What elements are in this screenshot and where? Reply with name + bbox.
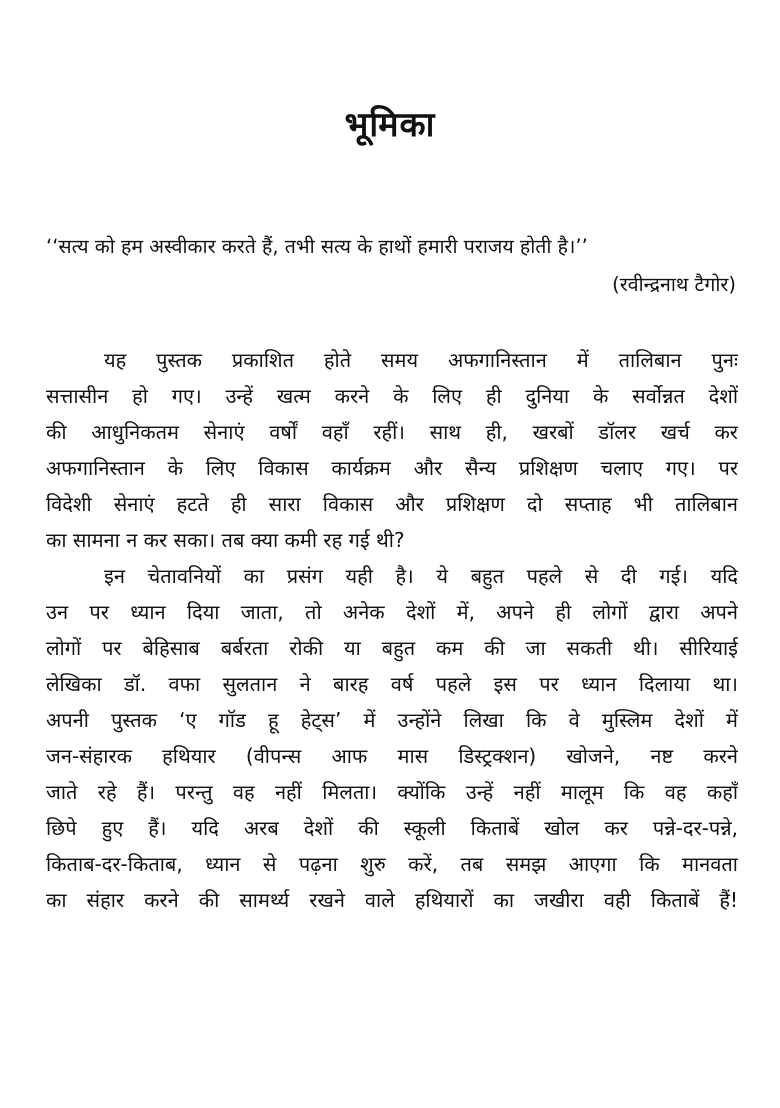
body-text [46, 342, 738, 918]
text-line: लोगों पर बेहिसाब बर्बरता रोकी या बहुत कम की जा सकती थी। सीरियाई [46, 636, 738, 660]
text-line: इन चेतावनियों का प्रसंग यही है। ये बहुत पहले से दी गई। यदि [104, 564, 738, 588]
epigraph-attribution: (रवीन्द्रनाथ टैगोर) [612, 273, 736, 296]
text-line: जन-संहारक हथियार (वीपन्स आफ मास डिस्ट्रक्शन) खोजने, नष्ट करने [46, 744, 738, 768]
page-title: भूमिका [344, 105, 436, 145]
text-line: का संहार करने की सामर्थ्य रखने वाले हथियारों का जखीरा वही किताबें हैं! [46, 888, 738, 912]
text-line: का सामना न कर सका। तब क्या कमी रह गई थी? [46, 528, 405, 552]
text-line: किताब-दर-किताब, ध्यान से पढ़ना शुरु करें, तब समझ आएगा कि मानवता [46, 852, 738, 876]
text-line: जाते रहे हैं। परन्तु वह नहीं मिलता। क्योंकि उन्हें नहीं मालूम कि वह कहाँ [46, 780, 738, 804]
epigraph-quote: ‘‘सत्य को हम अस्वीकार करते हैं, तभी सत्य के हाथों हमारी पराजय होती है।’’ [46, 235, 588, 258]
text-line: लेखिका डॉ. वफा सुलतान ने बारह वर्ष पहले इस पर ध्यान दिलाया था। [46, 672, 738, 696]
text-line: छिपे हुए हैं। यदि अरब देशों की स्कूली किताबें खोल कर पन्ने-दर-पन्ने, [46, 816, 738, 840]
text-line: अफगानिस्तान के लिए विकास कार्यक्रम और सैन्य प्रशिक्षण चलाए गए। पर [46, 456, 738, 480]
text-line: सत्तासीन हो गए। उन्हें खत्म करने के लिए ही दुनिया के सर्वोन्नत देशों [46, 384, 738, 408]
text-line: उन पर ध्यान दिया जाता, तो अनेक देशों में, अपने ही लोगों द्वारा अपने [46, 600, 738, 624]
text-line: की आधुनिकतम सेनाएं वर्षों वहाँ रहीं। साथ ही, खरबों डॉलर खर्च कर [46, 420, 738, 444]
text-line: अपनी पुस्तक ‘ए गॉड हू हेट्स’ में उन्होंने लिखा कि वे मुस्लिम देशों में [46, 708, 738, 732]
text-line: यह पुस्तक प्रकाशित होते समय अफगानिस्तान में तालिबान पुनः [104, 348, 738, 372]
text-line: विदेशी सेनाएं हटते ही सारा विकास और प्रशिक्षण दो सप्ताह भी तालिबान [46, 492, 738, 516]
